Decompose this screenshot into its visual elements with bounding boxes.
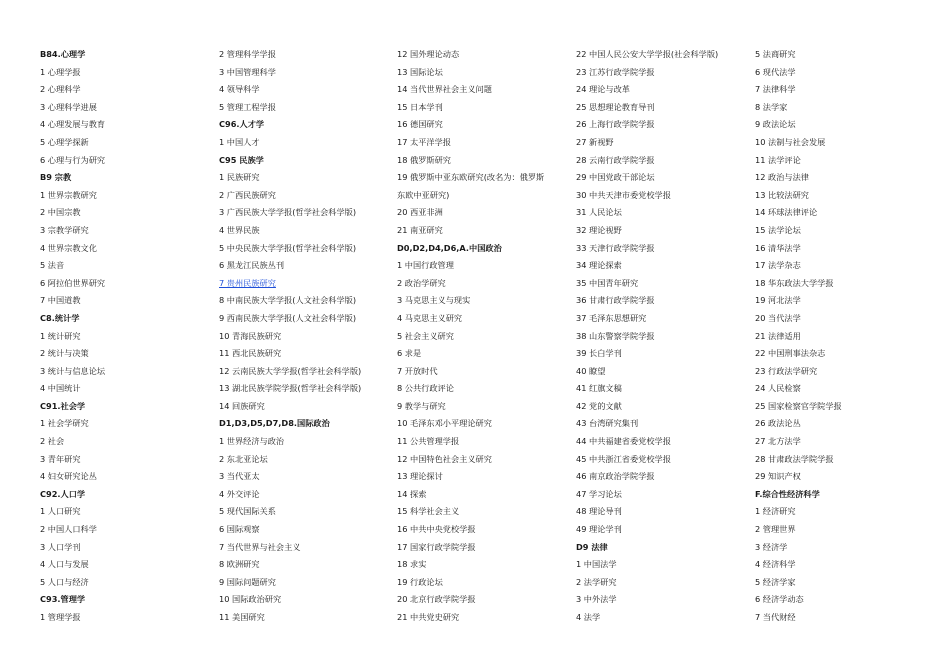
journal-entry: 43 台湾研究集刊 (576, 418, 639, 429)
journal-entry: 1 世界经济与政治 (219, 436, 285, 447)
journal-entry: 5 经济学家 (755, 576, 796, 587)
journal-entry: 8 欧洲研究 (219, 559, 260, 570)
journal-entry: 9 国际问题研究 (219, 576, 276, 587)
journal-entry: 21 南亚研究 (397, 224, 443, 235)
journal-column-1 (40, 46, 216, 627)
journal-entry: 28 甘肃政法学院学报 (755, 453, 834, 464)
journal-entry: 6 阿拉伯世界研究 (40, 277, 106, 288)
journal-entry: 1 管理学报 (40, 612, 81, 622)
journal-entry: 21 中共党史研究 (397, 612, 460, 622)
journal-entry: 16 中共中央党校学报 (397, 524, 476, 535)
journal-entry: 6 心理与行为研究 (40, 154, 106, 165)
journal-entry: 12 国外理论动态 (397, 49, 460, 59)
journal-entry: 32 理论视野 (576, 224, 622, 235)
journal-entry: 23 江苏行政学院学报 (576, 66, 655, 77)
journal-entry: 1 中国法学 (576, 559, 617, 570)
journal-entry: 4 领导科学 (219, 84, 260, 95)
journal-entry: 6 现代法学 (755, 66, 796, 77)
journal-entry: 6 求是 (397, 348, 422, 359)
journal-entry: 46 南京政治学院学报 (576, 471, 655, 482)
category-heading: F.综合性经济科学 (755, 488, 820, 499)
journal-entry: 9 政法论坛 (755, 119, 796, 130)
journal-entry: 5 人口与经济 (40, 576, 89, 587)
journal-entry: 1 中国行政管理 (397, 260, 454, 271)
journal-entry: 2 政治学研究 (397, 277, 446, 288)
journal-entry: 4 世界宗教文化 (40, 242, 97, 253)
journal-entry: 5 中央民族大学学报(哲学社会科学版) (219, 242, 357, 253)
journal-entry: 4 外交评论 (219, 488, 260, 499)
category-heading: C93.管理学 (40, 594, 86, 605)
journal-entry: 22 中国刑事法杂志 (755, 348, 826, 359)
journal-entry: 48 理论导刊 (576, 506, 622, 517)
journal-entry: 11 西北民族研究 (219, 348, 282, 359)
journal-entry: 31 人民论坛 (576, 207, 622, 218)
journal-entry: 2 心理科学 (40, 84, 81, 95)
journal-entry: 6 经济学动态 (755, 594, 804, 605)
journal-entry: 2 广西民族研究 (219, 189, 276, 200)
journal-entry: 19 行政论坛 (397, 576, 443, 587)
journal-entry: 18 俄罗斯研究 (397, 154, 451, 165)
journal-entry: 3 中国管理科学 (219, 66, 276, 77)
journal-entry: 36 甘肃行政学院学报 (576, 295, 655, 306)
journal-entry: 20 北京行政学院学报 (397, 594, 476, 605)
category-heading: D0,D2,D4,D6,A.中国政治 (397, 242, 502, 253)
journal-entry: 44 中共福建省委党校学报 (576, 436, 671, 447)
category-heading: C96.人才学 (219, 119, 265, 130)
journal-entry: 8 公共行政评论 (397, 383, 454, 394)
journal-entry: 24 理论与改革 (576, 84, 630, 95)
journal-entry: 28 云南行政学院学报 (576, 154, 655, 165)
journal-entry: 7 中国道教 (40, 295, 81, 306)
journal-entry: 47 学习论坛 (576, 488, 622, 499)
journal-entry: 26 政法论丛 (755, 418, 801, 429)
journal-entry: 2 中国人口科学 (40, 524, 97, 535)
journal-entry: 3 当代亚太 (219, 471, 260, 482)
journal-entry: 12 政治与法律 (755, 172, 809, 183)
journal-entry: 27 新视野 (576, 136, 614, 147)
journal-entry: 3 宗教学研究 (40, 224, 89, 235)
journal-entry: 3 统计与信息论坛 (40, 365, 106, 376)
journal-entry: 20 西亚非洲 (397, 207, 443, 218)
journal-entry: 12 中国特色社会主义研究 (397, 453, 492, 464)
journal-entry: 20 当代法学 (755, 312, 801, 323)
journal-entry: 13 比较法研究 (755, 189, 809, 200)
journal-entry: 7 当代世界与社会主义 (219, 541, 301, 552)
journal-entry: 17 法学杂志 (755, 260, 801, 271)
category-heading: C92.人口学 (40, 488, 86, 499)
journal-entry: 14 环球法律评论 (755, 207, 818, 218)
journal-entry: 19 俄罗斯中亚东欧研究(改名为：俄罗斯 (397, 172, 545, 183)
journal-entry: 34 理论探索 (576, 260, 622, 271)
category-heading: C95 民族学 (219, 154, 264, 165)
journal-entry: 11 美国研究 (219, 612, 265, 622)
journal-entry: 13 湖北民族学院学报(哲学社会科学版) (219, 383, 362, 394)
journal-entry: 18 求实 (397, 559, 427, 570)
journal-entry: 4 法学 (576, 612, 601, 622)
journal-entry: 12 云南民族大学学报(哲学社会科学版) (219, 365, 362, 376)
journal-entry: 1 统计研究 (40, 330, 81, 341)
journal-entry: 15 科学社会主义 (397, 506, 460, 517)
journal-entry: 3 广西民族大学学报(哲学社会科学版) (219, 207, 357, 218)
journal-entry: 2 管理科学学报 (219, 49, 276, 59)
journal-entry: 5 现代国际关系 (219, 506, 276, 517)
journal-entry: 16 清华法学 (755, 242, 801, 253)
journal-entry: 11 法学评论 (755, 154, 801, 165)
journal-entry: 29 中国党政干部论坛 (576, 172, 655, 183)
journal-entry: 25 国家检察官学院学报 (755, 400, 842, 411)
journal-entry: 4 马克思主义研究 (397, 312, 463, 323)
journal-entry: 9 西南民族大学学报(人文社会科学版) (219, 312, 357, 323)
journal-entry: 41 红旗文稿 (576, 383, 622, 394)
journal-entry: 40 瞭望 (576, 365, 606, 376)
journal-entry: 3 经济学 (755, 541, 788, 552)
journal-entry: 7 开放时代 (397, 365, 438, 376)
journal-entry: 8 中南民族大学学报(人文社会科学版) (219, 295, 357, 306)
journal-entry: 30 中共天津市委党校学报 (576, 189, 671, 200)
journal-entry: 1 人口研究 (40, 506, 81, 517)
journal-entry: 16 德国研究 (397, 119, 443, 130)
journal-column-3 (397, 46, 573, 627)
category-heading: B9 宗教 (40, 172, 72, 183)
journal-column-5 (755, 46, 931, 627)
journal-entry: 14 回族研究 (219, 400, 265, 411)
journal-column-4 (576, 46, 752, 627)
journal-entry: 10 法制与社会发展 (755, 136, 826, 147)
journal-entry: 5 法商研究 (755, 49, 796, 59)
journal-entry: 2 管理世界 (755, 524, 796, 535)
journal-entry: 21 法律适用 (755, 330, 801, 341)
journal-entry: 4 妇女研究论丛 (40, 471, 97, 482)
journal-entry: 35 中国青年研究 (576, 277, 639, 288)
journal-entry: 3 马克思主义与现实 (397, 295, 471, 306)
journal-entry: 27 北方法学 (755, 436, 801, 447)
journal-entry: 5 法音 (40, 260, 65, 271)
journal-entry: 5 社会主义研究 (397, 330, 454, 341)
journal-entry: 42 党的文献 (576, 400, 622, 411)
journal-entry: 1 中国人才 (219, 136, 260, 147)
journal-entry: 4 人口与发展 (40, 559, 89, 570)
journal-entry: 东欧中亚研究) (397, 189, 450, 200)
journal-entry: 9 教学与研究 (397, 400, 446, 411)
journal-entry: 2 中国宗教 (40, 207, 81, 218)
journal-entry: 15 法学论坛 (755, 224, 801, 235)
journal-entry: 37 毛泽东思想研究 (576, 312, 647, 323)
journal-entry: 5 心理学探新 (40, 136, 89, 147)
journal-entry: 14 探索 (397, 488, 427, 499)
category-heading: D9 法律 (576, 541, 608, 552)
journal-entry: 10 国际政治研究 (219, 594, 282, 605)
journal-entry: 17 太平洋学报 (397, 136, 451, 147)
journal-entry: 22 中国人民公安大学学报(社会科学版) (576, 49, 719, 59)
journal-entry: 45 中共浙江省委党校学报 (576, 453, 671, 464)
journal-entry: 7 当代财经 (755, 612, 796, 622)
journal-entry: 5 管理工程学报 (219, 101, 276, 112)
category-heading: C8.统计学 (40, 312, 80, 323)
journal-entry: 6 黑龙江民族丛刊 (219, 260, 285, 271)
journal-entry: 8 法学家 (755, 101, 788, 112)
journal-entry: 19 河北法学 (755, 295, 801, 306)
journal-entry: 10 毛泽东邓小平理论研究 (397, 418, 492, 429)
journal-entry: 13 国际论坛 (397, 66, 443, 77)
journal-link[interactable]: 7 贵州民族研究 (219, 277, 276, 288)
journal-entry: 3 心理科学进展 (40, 101, 97, 112)
journal-entry: 13 理论探讨 (397, 471, 443, 482)
journal-entry: 7 法律科学 (755, 84, 796, 95)
journal-entry: 26 上海行政学院学报 (576, 119, 655, 130)
category-heading: D1,D3,D5,D7,D8.国际政治 (219, 418, 330, 429)
journal-entry: 4 世界民族 (219, 224, 260, 235)
journal-column-2 (219, 46, 395, 627)
journal-entry: 2 东北亚论坛 (219, 453, 268, 464)
journal-entry: 25 思想理论教育导刊 (576, 101, 655, 112)
journal-entry: 3 人口学刊 (40, 541, 81, 552)
journal-entry: 18 华东政法大学学报 (755, 277, 834, 288)
journal-entry: 4 经济科学 (755, 559, 796, 570)
journal-entry: 39 长白学刊 (576, 348, 622, 359)
journal-entry: 1 民族研究 (219, 172, 260, 183)
journal-entry: 17 国家行政学院学报 (397, 541, 476, 552)
category-heading: C91.社会学 (40, 400, 86, 411)
journal-entry: 29 知识产权 (755, 471, 801, 482)
journal-entry: 15 日本学刊 (397, 101, 443, 112)
journal-entry: 1 世界宗教研究 (40, 189, 97, 200)
journal-entry: 2 统计与决策 (40, 348, 89, 359)
journal-entry: 6 国际观察 (219, 524, 260, 535)
journal-entry: 1 心理学报 (40, 66, 81, 77)
journal-entry: 33 天津行政学院学报 (576, 242, 655, 253)
journal-entry: 3 中外法学 (576, 594, 617, 605)
journal-entry: 23 行政法学研究 (755, 365, 818, 376)
journal-entry: 49 理论学刊 (576, 524, 622, 535)
journal-entry: 38 山东警察学院学报 (576, 330, 655, 341)
journal-entry: 2 法学研究 (576, 576, 617, 587)
journal-entry: 14 当代世界社会主义问题 (397, 84, 492, 95)
journal-entry: 4 中国统计 (40, 383, 81, 394)
journal-entry: 2 社会 (40, 436, 65, 447)
journal-entry: 24 人民检察 (755, 383, 801, 394)
journal-entry: 1 经济研究 (755, 506, 796, 517)
category-heading: B84.心理学 (40, 49, 86, 59)
journal-entry: 1 社会学研究 (40, 418, 89, 429)
journal-entry: 11 公共管理学报 (397, 436, 460, 447)
journal-entry: 4 心理发展与教育 (40, 119, 106, 130)
journal-entry: 10 青海民族研究 (219, 330, 282, 341)
journal-entry: 3 青年研究 (40, 453, 81, 464)
